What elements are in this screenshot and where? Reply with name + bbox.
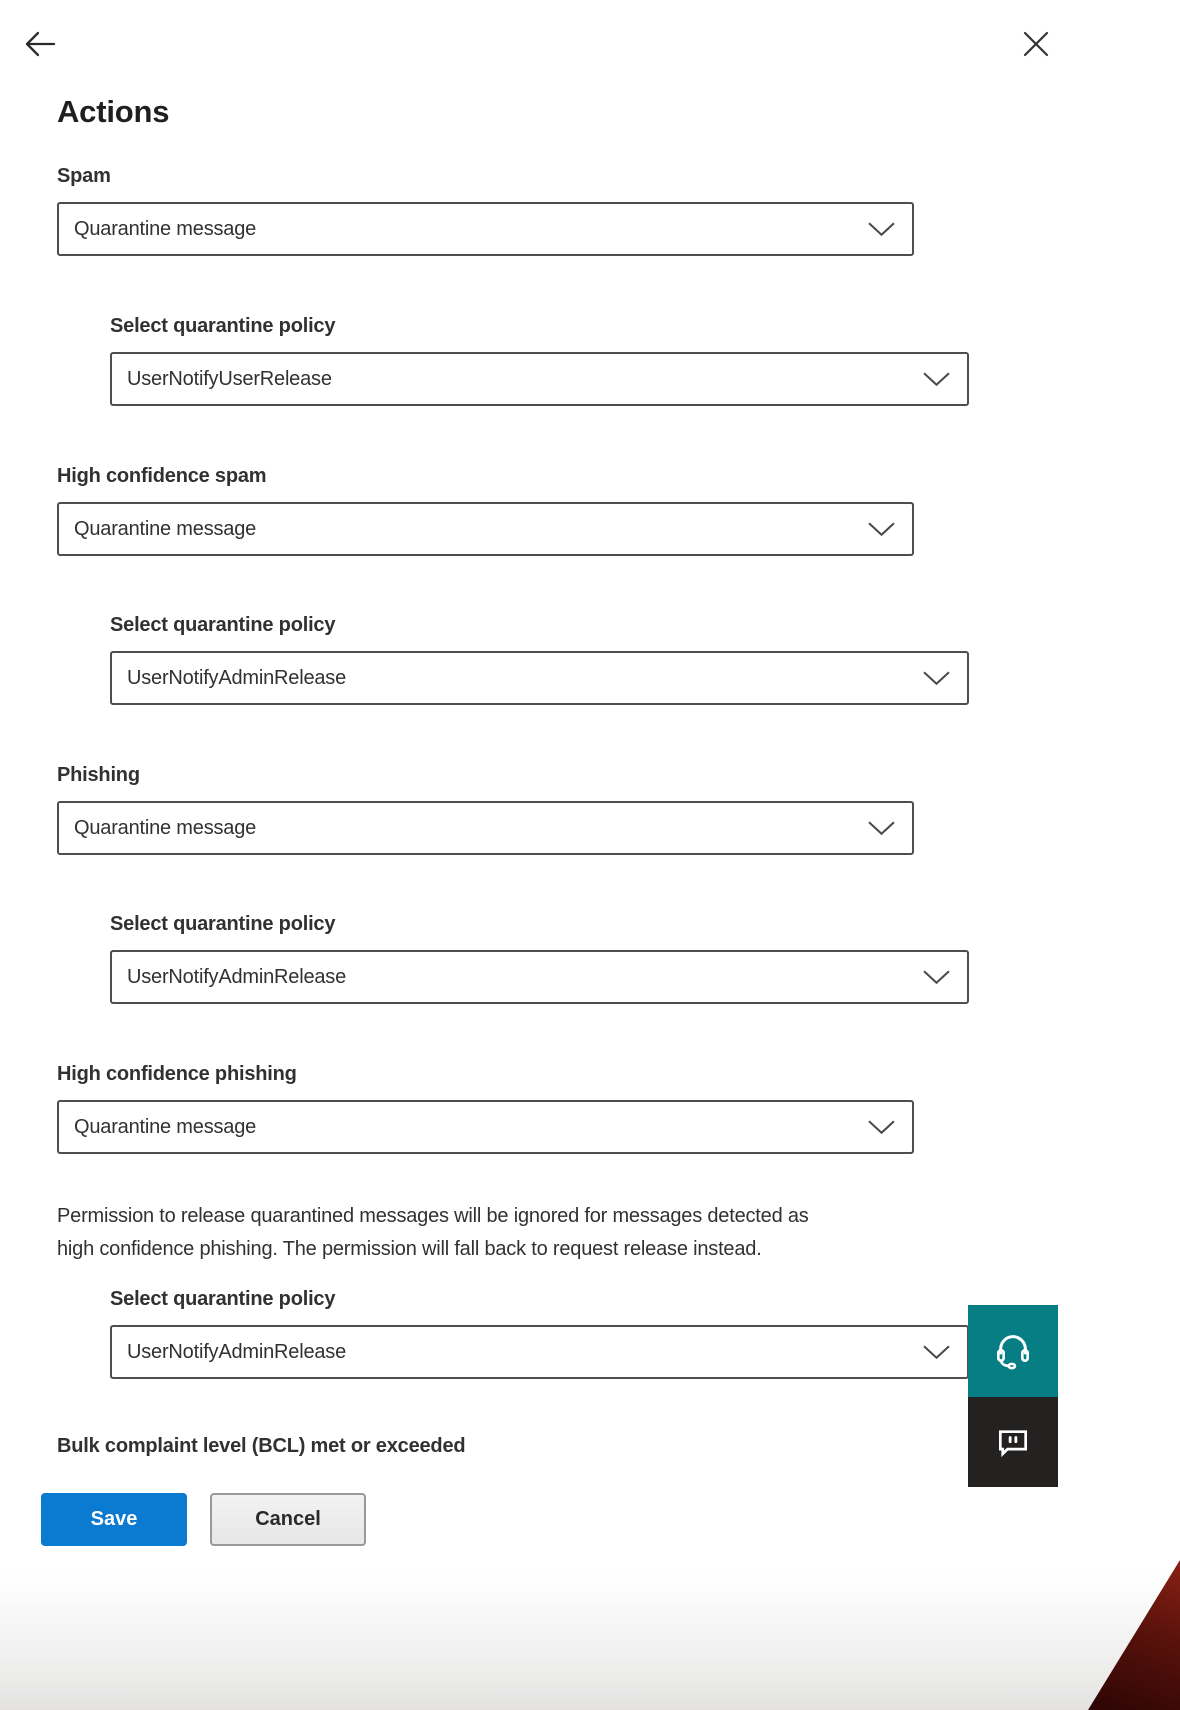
headset-icon bbox=[993, 1331, 1033, 1371]
high-confidence-phishing-action-value: Quarantine message bbox=[74, 1115, 257, 1138]
page-title: Actions bbox=[57, 94, 170, 129]
feedback-chat-icon bbox=[994, 1423, 1032, 1461]
spam-quarantine-policy-select[interactable] bbox=[110, 352, 969, 406]
help-button[interactable] bbox=[968, 1305, 1058, 1397]
high-confidence-spam-label: High confidence spam bbox=[57, 465, 267, 487]
cancel-button[interactable]: Cancel bbox=[210, 1493, 366, 1546]
footer-bar bbox=[0, 1471, 1180, 1710]
phishing-action-value: Quarantine message bbox=[74, 816, 257, 839]
bulk-complaint-level-heading: Bulk complaint level (BCL) met or exceeded bbox=[57, 1435, 466, 1457]
phishing-quarantine-policy-select[interactable] bbox=[110, 950, 969, 1004]
spam-action-value: Quarantine message bbox=[74, 217, 257, 240]
close-button[interactable] bbox=[1014, 22, 1058, 66]
chevron-down-icon bbox=[868, 222, 895, 237]
chevron-down-icon bbox=[923, 1345, 950, 1360]
chevron-down-icon bbox=[868, 821, 895, 836]
close-x-icon bbox=[1023, 31, 1049, 57]
note-line-2: high confidence phishing. The permission will fall back to request release instead. bbox=[57, 1238, 762, 1260]
phishing-quarantine-policy-label: Select quarantine policy bbox=[110, 913, 336, 935]
chevron-down-icon bbox=[923, 372, 950, 387]
high-confidence-spam-action-select[interactable] bbox=[57, 502, 914, 556]
hcs-quarantine-policy-select[interactable] bbox=[110, 651, 969, 705]
chevron-down-icon bbox=[923, 671, 950, 686]
hcp-permission-note bbox=[57, 1200, 1057, 1266]
back-arrow-icon bbox=[23, 29, 57, 59]
spam-action-select[interactable] bbox=[57, 202, 914, 256]
back-button[interactable] bbox=[18, 22, 62, 66]
chevron-down-icon bbox=[923, 970, 950, 985]
hcp-quarantine-policy-value: UserNotifyAdminRelease bbox=[127, 1340, 347, 1363]
hcp-quarantine-policy-label: Select quarantine policy bbox=[110, 1288, 336, 1310]
phishing-action-select[interactable] bbox=[57, 801, 914, 855]
phishing-quarantine-policy-value: UserNotifyAdminRelease bbox=[127, 965, 347, 988]
note-line-1: Permission to release quarantined messages will be ignored for messages detected as bbox=[57, 1205, 809, 1227]
phishing-label: Phishing bbox=[57, 764, 140, 786]
chevron-down-icon bbox=[868, 1120, 895, 1135]
high-confidence-phishing-label: High confidence phishing bbox=[57, 1063, 297, 1085]
high-confidence-spam-action-value: Quarantine message bbox=[74, 517, 257, 540]
hcp-quarantine-policy-select[interactable] bbox=[110, 1325, 969, 1379]
chevron-down-icon bbox=[868, 522, 895, 537]
hcs-quarantine-policy-label: Select quarantine policy bbox=[110, 614, 336, 636]
spam-quarantine-policy-value: UserNotifyUserRelease bbox=[127, 367, 332, 390]
spam-quarantine-policy-label: Select quarantine policy bbox=[110, 315, 336, 337]
feedback-button[interactable] bbox=[968, 1397, 1058, 1487]
spam-label: Spam bbox=[57, 165, 111, 187]
high-confidence-phishing-action-select[interactable] bbox=[57, 1100, 914, 1154]
save-button[interactable]: Save bbox=[41, 1493, 187, 1546]
hcs-quarantine-policy-value: UserNotifyAdminRelease bbox=[127, 666, 347, 689]
